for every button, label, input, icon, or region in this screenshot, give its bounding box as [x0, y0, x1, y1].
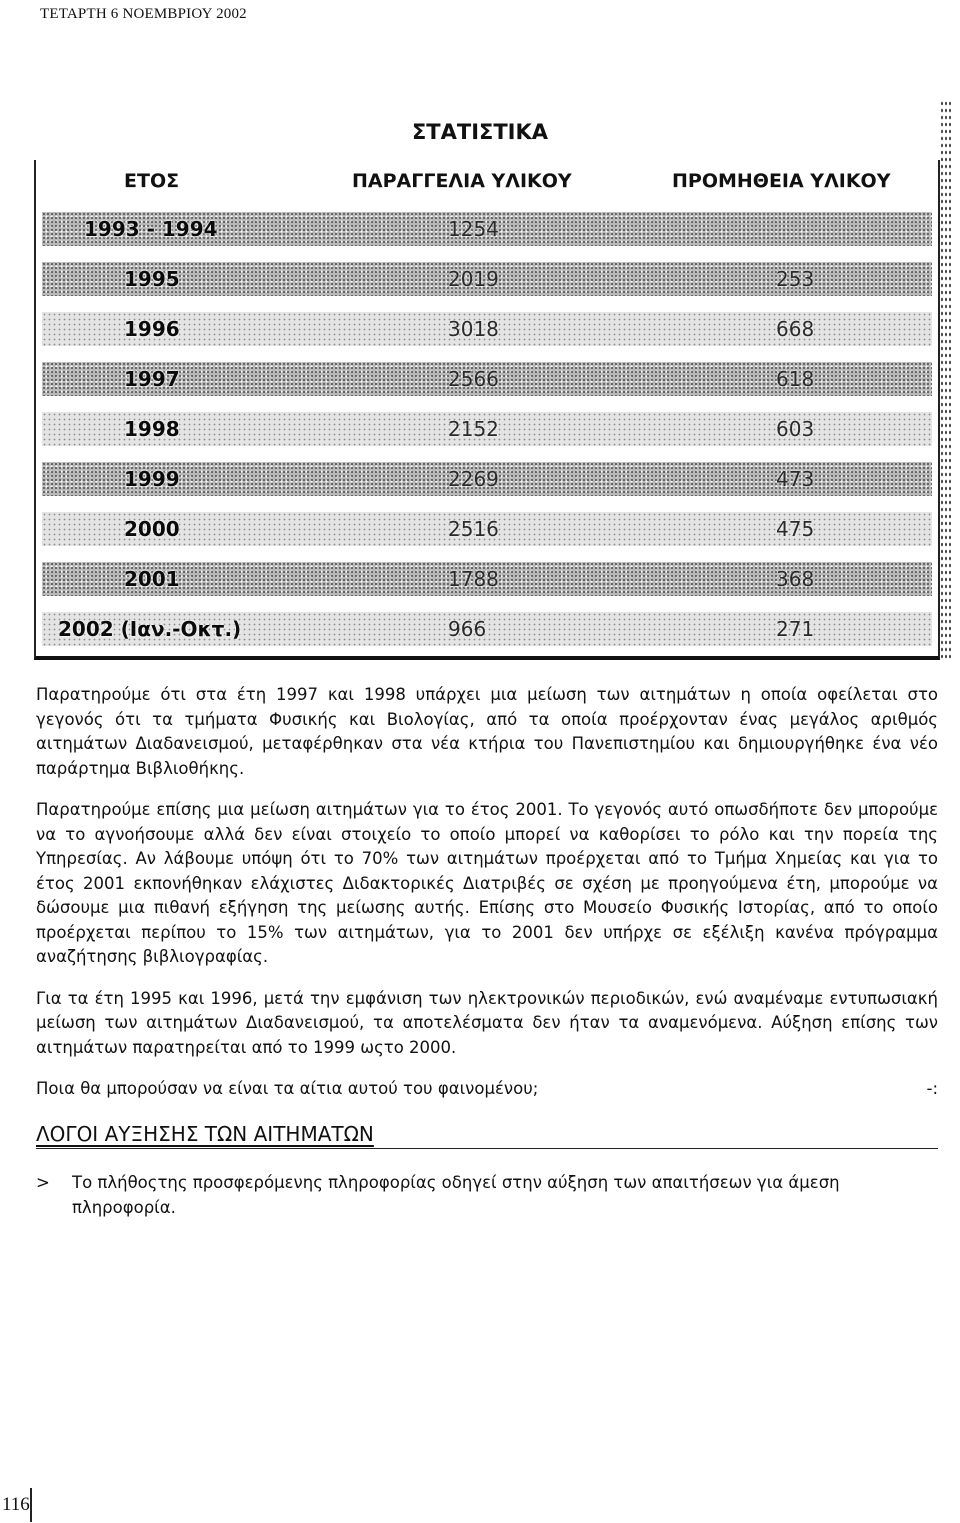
year-cell: 1996 — [124, 317, 180, 341]
supply-cell: 253 — [776, 267, 815, 291]
year-cell: 1997 — [124, 367, 180, 391]
supply-cell: 603 — [776, 417, 815, 441]
order-cell: 2566 — [448, 367, 499, 391]
year-cell: 1995 — [124, 267, 180, 291]
year-cell: 1993 - 1994 — [84, 217, 218, 241]
question-line — [36, 1077, 938, 1102]
year-cell: 2002 (Ιαν.-Οκτ.) — [58, 617, 242, 641]
table-header — [36, 160, 938, 200]
bullet-text: Το πλήθοςτης προσφερόμενης πληροφορίας οδηγεί στην αύξηση των απαιτήσεων για άμεση πληροφορία. — [72, 1173, 840, 1217]
bullet-marker: > — [36, 1173, 50, 1192]
table-row — [36, 454, 938, 504]
scan-edge-marks — [940, 100, 952, 660]
order-cell: 2516 — [448, 517, 499, 541]
supply-cell: 368 — [776, 567, 815, 591]
table-row — [36, 604, 938, 654]
year-cell: 1999 — [124, 467, 180, 491]
order-cell: 2019 — [448, 267, 499, 291]
question-margin-mark: -: — [926, 1079, 938, 1098]
supply-cell: 618 — [776, 367, 815, 391]
order-cell: 3018 — [448, 317, 499, 341]
table-row — [36, 304, 938, 354]
table-body — [36, 204, 938, 654]
table-row — [36, 404, 938, 454]
supply-cell: 475 — [776, 517, 815, 541]
supply-cell: 473 — [776, 467, 815, 491]
order-cell: 2269 — [448, 467, 499, 491]
column-header-year: ΕΤΟΣ — [124, 170, 180, 192]
paragraph-2: Παρατηρούμε επίσης μια μείωση αιτημάτων για το έτος 2001. Το γεγονός αυτό οπωσδήποτε δεν μπορούμε να το αγνοήσουμε αλλά δεν είναι στοιχείο το οποίο μπορεί να καθορίσει το ρόλο και την πορεία της Υπηρεσίας. Αν λάβουμε υπόψη ότι το 70% των αιτημάτων προέρχεται από το Τμήμα Χημείας και για το έτος 2001 εκπονήθηκαν ελάχιστες Διδακτορικές Διατριβές σε σχέση με προηγούμενα έτη, μπορούμε να δώσουμε μια πιθανή εξήγηση της μείωσης αυτής. Επίσης στο Μουσείο Φυσικής Ιστορίας, από το οποίο προέρχεται περίπου το 15% των αιτημάτων, για το 2001 δεν υπήρχε σε εξέλιξη κανένα πρόγραμμα αναζήτησης βιβλιογραφίας. — [36, 800, 938, 966]
paragraph-3: Για τα έτη 1995 και 1996, μετά την εμφάνιση των ηλεκτρονικών περιοδικών, ενώ αναμέναμε εντυπωσιακή μείωση των αιτημάτων Διαδανεισμού, τα αποτελέσματα δεν ήταν τα αναμενόμενα. Αύξηση επίσης των αιτημάτων παρατηρείται από το 1999 ωςτο 2000. — [36, 988, 938, 1057]
year-cell: 2001 — [124, 567, 180, 591]
table-row — [36, 254, 938, 304]
order-cell: 1788 — [448, 567, 499, 591]
table-row — [36, 204, 938, 254]
supply-cell: 668 — [776, 317, 815, 341]
statistics-title: ΣΤΑΤΙΣΤΙΚΑ — [411, 120, 549, 144]
question-text: Ποια θα μπορούσαν να είναι τα αίτια αυτού του φαινομένου; — [36, 1079, 539, 1098]
year-cell: 1998 — [124, 417, 180, 441]
year-cell: 2000 — [124, 517, 180, 541]
section-heading: ΛΟΓΟΙ ΑΥΞΗΣΗΣ ΤΩΝ ΑΙΤΗΜΑΤΩΝ — [36, 1122, 938, 1150]
table-row — [36, 504, 938, 554]
supply-cell: 271 — [776, 617, 815, 641]
order-cell: 1254 — [448, 217, 499, 241]
page-number: 116 — [2, 1494, 30, 1515]
article-body — [36, 683, 938, 1220]
column-header-supply: ΠΡΟΜΗΘΕΙΑ ΥΛΙΚΟΥ — [672, 170, 891, 192]
statistics-table — [34, 160, 940, 660]
table-row — [36, 554, 938, 604]
bullet-item — [36, 1171, 938, 1220]
order-cell: 2152 — [448, 417, 499, 441]
table-row — [36, 354, 938, 404]
paragraph-1: Παρατηρούμε ότι στα έτη 1997 και 1998 υπάρχει μια μείωση των αιτημάτων η οποία οφείλεται στο γεγονός ότι τα τμήματα Φυσικής και Βιολογίας, από τα οποία προέρχονταν ένας μεγάλος αριθμός αιτημάτων Διαδανεισμού, μεταφέρθηκαν στα νέα κτήρια του Πανεπιστημίου και δημιουργήθηκε ένα νέο παράρτημα Βιβλιοθήκης. — [36, 685, 938, 778]
header-date: ΤΕΤΑΡΤΗ 6 ΝΟΕΜΒΡΙΟΥ 2002 — [40, 6, 247, 22]
order-cell: 966 — [448, 617, 487, 641]
column-header-order: ΠΑΡΑΓΓΕΛΙΑ ΥΛΙΚΟΥ — [352, 170, 572, 192]
